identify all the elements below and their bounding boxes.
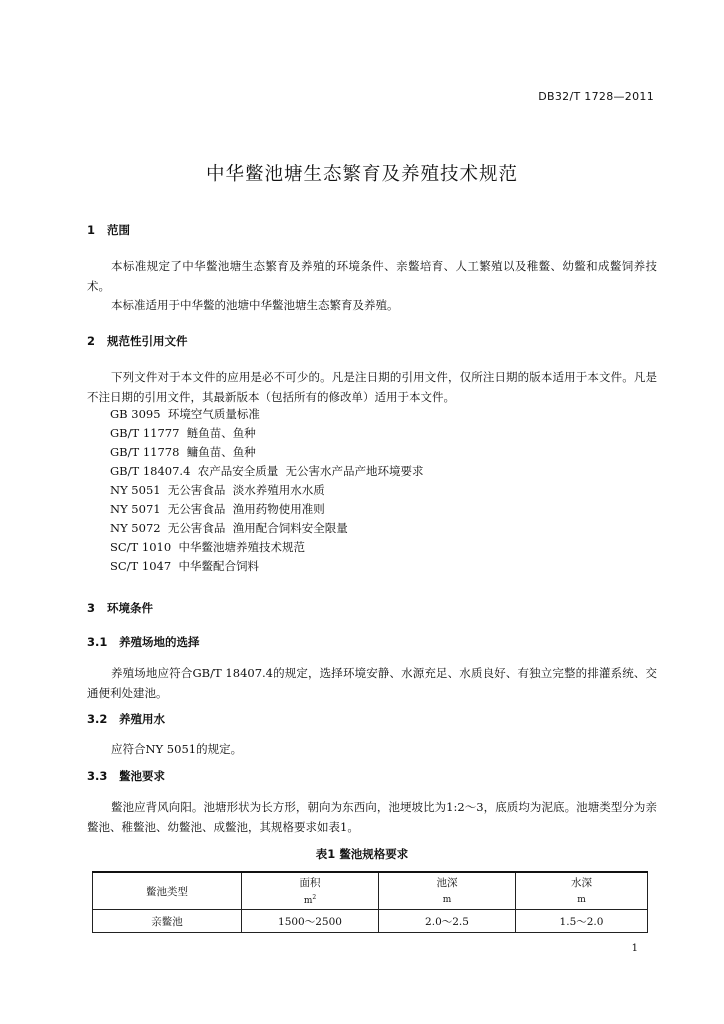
section-2-heading [87, 333, 188, 349]
section-3-3-heading [87, 768, 165, 784]
reference-item: SC/T 1010 中华鳖池塘养殖技术规范 [110, 540, 305, 554]
header-pond-type: 鳖池类型 [93, 872, 242, 910]
subsection-title: 养殖场地的选择 [119, 635, 200, 649]
section-number: 1 [87, 223, 96, 237]
reference-item: NY 5051 无公害食品 淡水养殖用水水质 [110, 483, 325, 497]
unit-pond-depth: m [379, 891, 516, 910]
section-3-2-paragraph: 应符合NY 5051的规定。 [111, 742, 243, 756]
standard-code: DB32/T 1728—2011 [538, 90, 654, 103]
reference-item: GB/T 11777 鲢鱼苗、鱼种 [110, 426, 256, 440]
section-title: 规范性引用文件 [107, 334, 188, 348]
reference-item: NY 5071 无公害食品 渔用药物使用准则 [110, 502, 325, 516]
section-1-paragraph-2: 本标准适用于中华鳖的池塘中华鳖池塘生态繁育及养殖。 [111, 298, 399, 312]
section-3-1-heading [87, 634, 200, 650]
unit-area [242, 891, 379, 910]
unit-water-depth: m [516, 891, 648, 910]
section-number: 2 [87, 334, 96, 348]
section-number: 3 [87, 601, 96, 615]
table-row [93, 910, 648, 933]
document-title: 中华鳖池塘生态繁育及养殖技术规范 [205, 164, 518, 185]
reference-item: SC/T 1047 中华鳖配合饲料 [110, 559, 259, 573]
subsection-number: 3.3 [87, 769, 108, 783]
section-3-1-paragraph: 养殖场地应符合GB/T 18407.4的规定，选择环境安静、水源充足、水质良好、有独立完整的排灌系统、交通便利处建池。 [87, 666, 657, 700]
cell-pond-depth: 2.0～2.5 [379, 910, 516, 933]
reference-item: GB/T 18407.4 农产品安全质量 无公害水产品产地环境要求 [110, 464, 424, 478]
section-1-paragraph-1: 本标准规定了中华鳖池塘生态繁育及养殖的环境条件、亲鳖培育、人工繁殖以及稚鳖、幼鳖和成鳖饲养技术。 [87, 259, 657, 293]
cell-water-depth: 1.5～2.0 [516, 910, 648, 933]
subsection-number: 3.1 [87, 635, 108, 649]
header-water-depth: 水深 [516, 872, 648, 891]
header-pond-depth: 池深 [379, 872, 516, 891]
subsection-title: 鳖池要求 [119, 769, 165, 783]
unit-area-superscript: 2 [312, 894, 317, 901]
table-caption: 表1 鳖池规格要求 [315, 847, 409, 861]
reference-item: NY 5072 无公害食品 渔用配合饲料安全限量 [110, 521, 348, 535]
header-area: 面积 [242, 872, 379, 891]
section-3-2-heading [87, 711, 165, 727]
pond-spec-table [92, 871, 648, 933]
cell-area: 1500～2500 [242, 910, 379, 933]
section-3-heading [87, 600, 153, 616]
section-3-3-paragraph: 鳖池应背风向阳。池塘形状为长方形，朝向为东西向，池埂坡比为1:2～3，底质均为泥底。池塘类型分为亲鳖池、稚鳖池、幼鳖池、成鳖池，其规格要求如表1。 [87, 800, 657, 834]
section-2-paragraph-1: 下列文件对于本文件的应用是必不可少的。凡是注日期的引用文件，仅所注日期的版本适用于本文件。凡是不注日期的引用文件，其最新版本（包括所有的修改单）适用于本文件。 [87, 370, 657, 404]
unit-area-label: m [303, 896, 313, 906]
subsection-number: 3.2 [87, 712, 108, 726]
section-title: 范围 [107, 223, 130, 237]
subsection-title: 养殖用水 [119, 712, 165, 726]
cell-pond-type: 亲鳖池 [93, 910, 242, 933]
section-1-heading [87, 222, 130, 238]
section-title: 环境条件 [107, 601, 153, 615]
reference-item: GB 3095 环境空气质量标准 [110, 407, 260, 421]
table-header-row [93, 872, 648, 891]
reference-item: GB/T 11778 鳙鱼苗、鱼种 [110, 445, 256, 459]
page-number: 1 [631, 943, 638, 954]
